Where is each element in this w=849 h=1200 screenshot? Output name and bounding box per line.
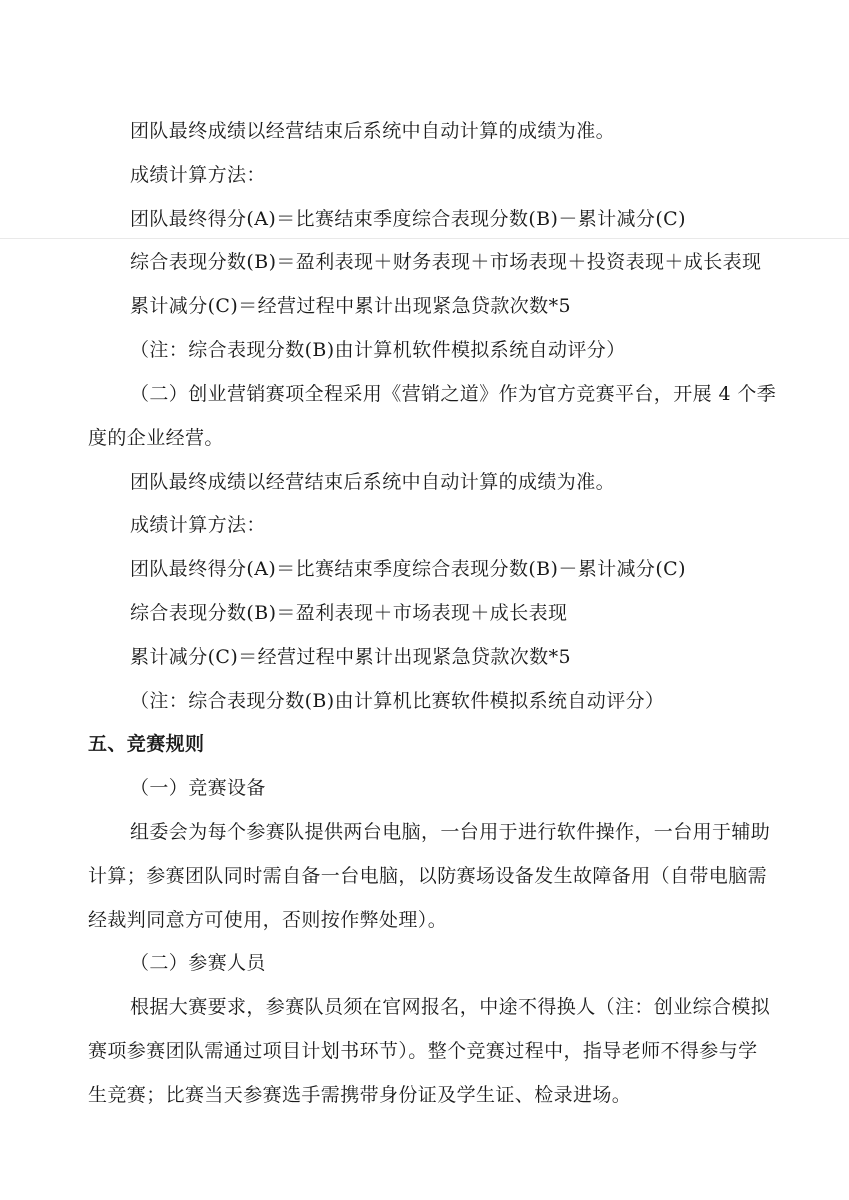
formula-line: 团队最终得分(A)＝比赛结束季度综合表现分数(B)－累计减分(C) <box>130 208 686 230</box>
text-line: 团队最终成绩以经营结束后系统中自动计算的成绩为准。 <box>130 471 616 493</box>
formula-line: 团队最终得分(A)＝比赛结束季度综合表现分数(B)－累计减分(C) <box>130 558 686 580</box>
text-line: 成绩计算方法： <box>130 514 266 536</box>
text-line: 计算；参赛团队同时需自备一台电脑，以防赛场设备发生故障备用（自带电脑需 <box>88 865 768 887</box>
text-line: 经裁判同意方可使用，否则按作弊处理）。 <box>88 909 448 931</box>
note-line: （注：综合表现分数(B)由计算机比赛软件模拟系统自动评分） <box>130 690 665 712</box>
section-subheading: （一）竞赛设备 <box>130 777 266 799</box>
text-line: 度的企业经营。 <box>88 427 224 449</box>
section-heading: 五、竞赛规则 <box>88 733 205 755</box>
text-line: 成绩计算方法： <box>130 164 266 186</box>
text-line: 根据大赛要求，参赛队员须在官网报名，中途不得换人（注：创业综合模拟 <box>130 996 771 1018</box>
text-line: 组委会为每个参赛队提供两台电脑，一台用于进行软件操作，一台用于辅助 <box>130 821 771 843</box>
formula-line: 累计减分(C)＝经营过程中累计出现紧急贷款次数*5 <box>130 295 571 317</box>
text-line: 赛项参赛团队需通过项目计划书环节）。整个竞赛过程中，指导老师不得参与学 <box>88 1040 758 1062</box>
formula-line: 综合表现分数(B)＝盈利表现＋财务表现＋市场表现＋投资表现＋成长表现 <box>130 251 762 273</box>
text-line: 生竞赛；比赛当天参赛选手需携带身份证及学生证、检录进场。 <box>88 1084 632 1106</box>
section-subheading: （二）参赛人员 <box>130 952 266 974</box>
formula-line: 累计减分(C)＝经营过程中累计出现紧急贷款次数*5 <box>130 646 571 668</box>
text-line: 团队最终成绩以经营结束后系统中自动计算的成绩为准。 <box>130 120 616 142</box>
scan-fold-line <box>0 238 849 239</box>
note-line: （注：综合表现分数(B)由计算机软件模拟系统自动评分） <box>130 339 626 361</box>
section-subheading: （二）创业营销赛项全程采用《营销之道》作为官方竞赛平台，开展 4 个季 <box>130 383 777 405</box>
formula-line: 综合表现分数(B)＝盈利表现＋市场表现＋成长表现 <box>130 602 568 624</box>
